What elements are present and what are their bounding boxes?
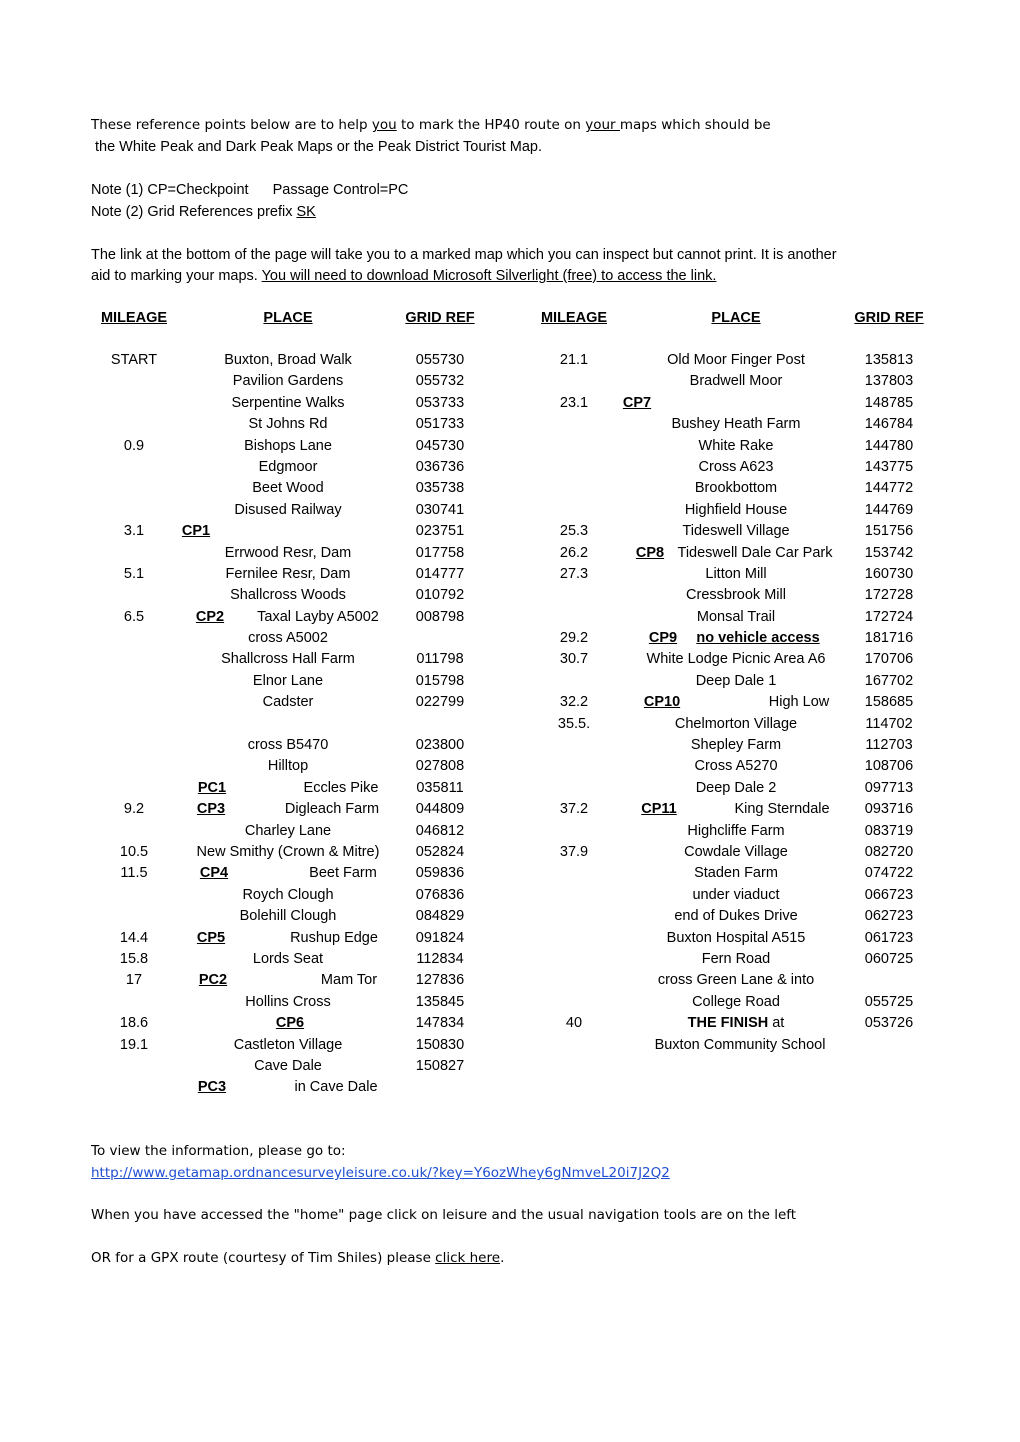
table-row <box>0 735 1020 756</box>
right-place: Bushey Heath Farm <box>671 416 801 433</box>
left-place: Bishops Lane <box>244 437 332 454</box>
note-1-checkpoint: Note (1) CP=Checkpoint <box>91 182 249 198</box>
table-row <box>0 393 1020 414</box>
gpx-text: OR for a GPX route (courtesy of Tim Shiles) please <box>91 1250 436 1266</box>
left-grid-ref: 035738 <box>415 480 465 497</box>
table-row <box>0 521 1020 542</box>
left-checkpoint: PC2 <box>198 972 228 989</box>
left-mileage: 5.1 <box>123 565 145 582</box>
left-place: cross A5002 <box>248 630 328 647</box>
left-place: in Cave Dale <box>294 1079 378 1096</box>
left-grid-ref: 147834 <box>415 1015 465 1032</box>
right-grid-ref: 114702 <box>865 715 913 732</box>
right-grid-ref: 170706 <box>864 651 914 668</box>
left-checkpoint: CP6 <box>275 1015 305 1032</box>
header-place-left: PLACE <box>263 310 313 326</box>
left-mileage: 14.4 <box>119 929 149 946</box>
table-row <box>0 1056 1020 1077</box>
left-checkpoint: CP2 <box>195 608 225 625</box>
left-place: Rushup Edge <box>290 929 378 946</box>
table-row <box>0 649 1020 670</box>
map-link[interactable]: http://www.getamap.ordnancesurveyleisure.co.uk/?key=Y6ozWhey6gNmveL20i7J2Q2 <box>91 1165 670 1181</box>
right-mileage: 37.2 <box>559 801 589 818</box>
left-place: Bolehill Clough <box>239 908 337 925</box>
right-mileage: 27.3 <box>559 565 589 582</box>
left-grid-ref: 055732 <box>415 373 465 390</box>
right-place: Bradwell Moor <box>689 373 783 390</box>
left-place: New Smithy (Crown & Mitre) <box>196 843 380 860</box>
left-grid-ref: 017758 <box>415 544 465 561</box>
right-grid-ref: 172728 <box>864 587 914 604</box>
left-mileage: 17 <box>125 972 143 989</box>
table-row <box>0 436 1020 457</box>
right-grid-ref: 144780 <box>864 437 914 454</box>
table-row <box>0 1035 1020 1056</box>
table-row <box>0 350 1020 371</box>
right-place: Tideswell Dale Car Park <box>677 544 833 561</box>
left-place: Serpentine Walks <box>231 394 345 411</box>
left-mileage: 10.5 <box>119 843 149 860</box>
right-mileage: 32.2 <box>559 694 589 711</box>
right-place: Cowdale Village <box>684 843 788 860</box>
right-grid-ref: 181716 <box>864 630 914 647</box>
intro-text: maps which should be <box>619 117 771 133</box>
right-place: Staden Farm <box>694 865 778 882</box>
left-mileage: 6.5 <box>123 608 145 625</box>
link-info-line-2 <box>91 268 716 284</box>
left-grid-ref: 059836 <box>415 865 465 882</box>
right-grid-ref: 062723 <box>864 908 914 925</box>
finish-at: at <box>768 1015 785 1032</box>
right-grid-ref: 160730 <box>864 565 914 582</box>
table-row <box>0 885 1020 906</box>
right-place: College Road <box>692 993 780 1010</box>
right-place: Old Moor Finger Post <box>667 352 805 368</box>
left-checkpoint: CP3 <box>196 801 226 818</box>
left-place: Fernilee Resr, Dam <box>225 565 351 582</box>
right-grid-ref: 151756 <box>864 523 914 540</box>
right-place: Brookbottom <box>694 480 778 497</box>
table-row <box>0 863 1020 884</box>
right-mileage: 25.3 <box>559 523 589 540</box>
table-row <box>0 543 1020 564</box>
left-mileage: START <box>110 352 158 368</box>
left-place: Roych Clough <box>242 886 334 903</box>
right-place: White Lodge Picnic Area A6 <box>646 651 826 668</box>
left-place: Taxal Layby A5002 <box>257 608 379 625</box>
table-row <box>0 799 1020 820</box>
right-grid-ref: 074722 <box>864 865 914 882</box>
right-place: White Rake <box>698 437 774 454</box>
table-row <box>0 371 1020 392</box>
right-place: under viaduct <box>692 886 780 903</box>
left-mileage: 19.1 <box>119 1036 149 1053</box>
right-place: Tideswell Village <box>682 523 790 540</box>
right-mileage: 40 <box>565 1015 583 1032</box>
table-row <box>0 928 1020 949</box>
note-2 <box>91 204 316 220</box>
left-grid-ref: 030741 <box>415 501 465 518</box>
right-grid-ref: 144772 <box>864 480 914 497</box>
left-grid-ref: 010792 <box>415 587 465 604</box>
left-place: Shallcross Woods <box>230 587 346 604</box>
header-grid-right: GRID REF <box>854 310 924 326</box>
right-place: Cross A5270 <box>694 758 778 775</box>
left-grid-ref: 052824 <box>415 843 465 860</box>
left-place: Beet Farm <box>309 865 377 882</box>
table-row <box>0 585 1020 606</box>
left-grid-ref: 008798 <box>415 608 465 625</box>
right-grid-ref: 055725 <box>864 993 914 1010</box>
header-mileage-right: MILEAGE <box>540 310 608 326</box>
right-place: King Sterndale <box>734 801 830 818</box>
right-grid-ref: 061723 <box>864 929 914 946</box>
right-place: Highcliffe Farm <box>687 822 785 839</box>
left-grid-ref: 084829 <box>415 908 465 925</box>
intro-line-1 <box>91 117 771 133</box>
table-row <box>0 414 1020 435</box>
table-row <box>0 478 1020 499</box>
left-grid-ref: 127836 <box>415 972 465 989</box>
right-mileage: 23.1 <box>559 394 589 411</box>
right-grid-ref: 135813 <box>864 352 914 368</box>
intro-line-2: the White Peak and Dark Peak Maps or the Peak District Tourist Map. <box>95 139 543 155</box>
intro-text: These reference points below are to help <box>91 117 372 133</box>
right-grid-ref: 146784 <box>864 416 914 433</box>
left-grid-ref: 023751 <box>415 523 465 540</box>
right-grid-ref: 148785 <box>864 394 914 411</box>
left-checkpoint: CP1 <box>181 523 211 540</box>
right-place: High Low <box>768 694 830 711</box>
right-grid-ref: 108706 <box>864 758 914 775</box>
left-grid-ref: 036736 <box>415 458 465 475</box>
left-grid-ref: 035811 <box>416 779 464 796</box>
right-checkpoint: CP8 <box>635 544 665 561</box>
right-place: Monsal Trail <box>696 608 776 625</box>
note-1-passage-control: Passage Control=PC <box>272 182 409 198</box>
right-place: Deep Dale 2 <box>695 779 777 796</box>
right-grid-ref: 158685 <box>864 694 914 711</box>
right-grid-ref: 097713 <box>864 779 914 796</box>
table-row <box>0 628 1020 649</box>
right-place: Highfield House <box>684 501 788 518</box>
right-place: no vehicle access <box>696 630 820 647</box>
table-row <box>0 714 1020 735</box>
note-1 <box>91 182 408 198</box>
table-row <box>0 692 1020 713</box>
right-place: Fern Road <box>701 950 771 967</box>
right-grid-ref: 167702 <box>864 672 914 689</box>
left-place: Elnor Lane <box>252 672 324 689</box>
left-place: Shallcross Hall Farm <box>221 651 355 668</box>
right-mileage: 37.9 <box>559 843 589 860</box>
left-grid-ref: 011798 <box>416 651 464 668</box>
left-grid-ref: 112834 <box>416 950 464 967</box>
left-grid-ref: 022799 <box>415 694 465 711</box>
right-grid-ref: 172724 <box>864 608 914 625</box>
right-place: Chelmorton Village <box>674 715 798 732</box>
left-place: Castleton Village <box>233 1036 343 1053</box>
right-place: cross Green Lane & into <box>657 972 815 989</box>
left-mileage: 11.5 <box>120 865 148 882</box>
right-place: Shepley Farm <box>690 737 782 754</box>
left-place: Cave Dale <box>254 1057 322 1074</box>
table-row <box>0 457 1020 478</box>
table-row <box>0 671 1020 692</box>
right-checkpoint: CP11 <box>641 801 677 818</box>
table-row <box>0 1077 1020 1098</box>
right-grid-ref: 137803 <box>864 373 914 390</box>
left-mileage: 3.1 <box>123 523 145 540</box>
header-place-right: PLACE <box>711 310 761 326</box>
left-place: St Johns Rd <box>248 416 328 433</box>
left-grid-ref: 150830 <box>415 1036 465 1053</box>
left-grid-ref: 044809 <box>415 801 465 818</box>
gpx-period: . <box>500 1250 505 1266</box>
left-place: Beet Wood <box>252 480 324 497</box>
link-info-line-1: The link at the bottom of the page will take you to a marked map which you can inspect but cannot print. It is another <box>91 247 837 263</box>
gpx-click-here-link[interactable]: click here <box>435 1250 501 1266</box>
right-grid-ref: 066723 <box>864 886 914 903</box>
left-mileage: 9.2 <box>123 801 145 818</box>
right-checkpoint: CP9 <box>648 630 678 647</box>
left-grid-ref: 046812 <box>415 822 465 839</box>
finish-label: THE FINISH <box>687 1015 769 1032</box>
right-place: Litton Mill <box>705 565 767 582</box>
left-mileage: 15.8 <box>119 950 149 967</box>
table-row <box>0 970 1020 991</box>
left-place: Buxton, Broad Walk <box>224 352 352 368</box>
left-grid-ref: 076836 <box>415 886 465 903</box>
link-info-text: aid to marking your maps. <box>91 268 262 284</box>
table-row <box>0 778 1020 799</box>
right-grid-ref: 153742 <box>864 544 914 561</box>
left-mileage: 18.6 <box>119 1015 149 1032</box>
gpx-line <box>91 1250 504 1266</box>
right-mileage: 21.1 <box>559 352 589 368</box>
right-grid-ref: 082720 <box>864 843 914 860</box>
left-grid-ref: 051733 <box>415 416 465 433</box>
right-grid-ref: 144769 <box>864 501 914 518</box>
right-grid-ref: 083719 <box>864 822 914 839</box>
right-place: Cressbrook Mill <box>686 587 786 604</box>
table-row <box>0 842 1020 863</box>
right-place <box>688 1015 785 1031</box>
table-row <box>0 564 1020 585</box>
left-grid-ref: 053733 <box>415 394 465 411</box>
right-mileage: 29.2 <box>559 630 589 647</box>
right-grid-ref: 060725 <box>864 950 914 967</box>
table-row <box>0 756 1020 777</box>
table-row <box>0 906 1020 927</box>
intro-your: your <box>585 117 620 133</box>
left-place: Hilltop <box>267 758 309 775</box>
left-grid-ref: 150827 <box>415 1057 465 1074</box>
left-place: Cadster <box>262 694 314 711</box>
right-mileage: 26.2 <box>559 544 589 561</box>
left-grid-ref: 091824 <box>415 929 465 946</box>
right-mileage: 30.7 <box>559 651 589 668</box>
left-place: Lords Seat <box>252 950 324 967</box>
right-mileage: 35.5. <box>557 715 591 732</box>
right-grid-ref: 112703 <box>865 737 913 754</box>
silverlight-note: You will need to download Microsoft Silverlight (free) to access the link. <box>261 268 717 284</box>
left-place: Charley Lane <box>244 822 332 839</box>
left-place: Pavilion Gardens <box>232 373 344 390</box>
left-place: cross B5470 <box>247 737 329 754</box>
left-place: Mam Tor <box>320 972 378 989</box>
left-place: Hollins Cross <box>245 993 331 1010</box>
table-row <box>0 1013 1020 1034</box>
table-row <box>0 949 1020 970</box>
left-checkpoint: PC3 <box>197 1079 227 1096</box>
left-place: Eccles Pike <box>303 779 379 796</box>
left-grid-ref: 055730 <box>415 352 465 368</box>
right-grid-ref: 053726 <box>864 1015 914 1032</box>
table-row <box>0 607 1020 628</box>
right-place: Buxton Community School <box>654 1036 826 1053</box>
note-2-text: Note (2) Grid References prefix <box>91 204 297 220</box>
left-mileage: 0.9 <box>123 437 145 454</box>
left-checkpoint: CP5 <box>196 929 226 946</box>
right-place: Cross A623 <box>698 458 774 475</box>
right-place: Deep Dale 1 <box>695 672 777 689</box>
left-place: Digleach Farm <box>284 801 380 818</box>
table-row <box>0 500 1020 521</box>
intro-text: to mark the HP40 route on <box>396 117 586 133</box>
left-grid-ref: 023800 <box>415 737 465 754</box>
left-grid-ref: 027808 <box>415 758 465 775</box>
header-grid-left: GRID REF <box>405 310 475 326</box>
left-place: Disused Railway <box>234 501 342 518</box>
left-grid-ref: 045730 <box>415 437 465 454</box>
home-instructions: When you have accessed the "home" page click on leisure and the usual navigation tools are on the left <box>91 1207 797 1223</box>
intro-you: you <box>371 117 397 133</box>
header-mileage-left: MILEAGE <box>100 310 168 326</box>
left-checkpoint: PC1 <box>197 779 227 796</box>
left-place: Edgmoor <box>258 458 318 475</box>
right-grid-ref: 093716 <box>864 801 914 818</box>
left-checkpoint: CP4 <box>199 865 229 882</box>
left-grid-ref: 135845 <box>415 993 465 1010</box>
right-checkpoint: CP7 <box>622 394 652 411</box>
route-table <box>0 350 1020 1099</box>
left-grid-ref: 015798 <box>415 672 465 689</box>
view-info-line: To view the information, please go to: <box>91 1143 346 1159</box>
right-place: Buxton Hospital A515 <box>666 929 806 946</box>
left-place: Errwood Resr, Dam <box>224 544 352 561</box>
left-grid-ref: 014777 <box>415 565 465 582</box>
note-2-prefix: SK <box>296 204 316 220</box>
table-row <box>0 992 1020 1013</box>
table-row <box>0 821 1020 842</box>
right-grid-ref: 143775 <box>864 458 914 475</box>
right-checkpoint: CP10 <box>643 694 681 711</box>
right-place: end of Dukes Drive <box>674 908 798 925</box>
